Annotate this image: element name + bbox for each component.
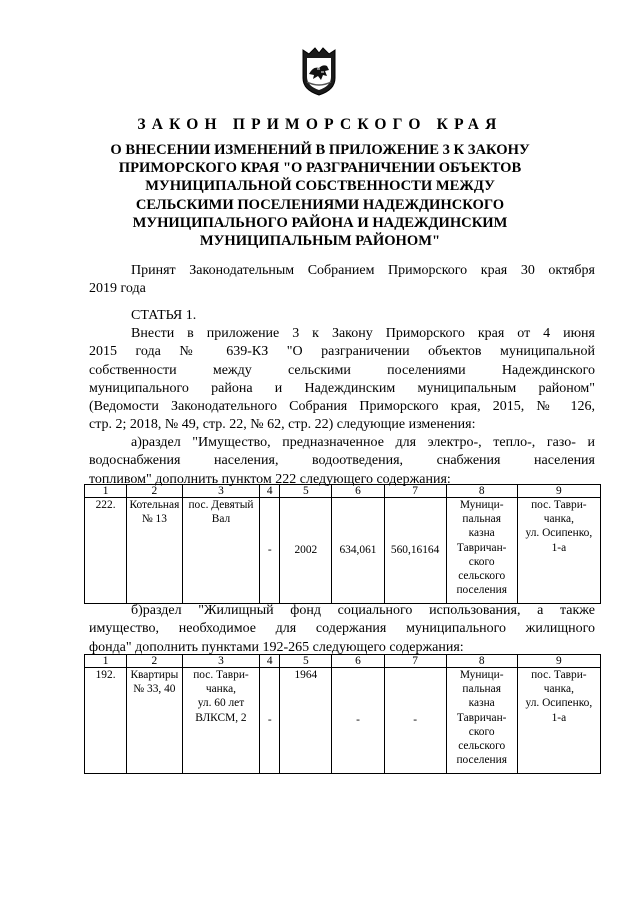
cell-col7: 560,16164: [384, 498, 446, 604]
table-row: [85, 498, 601, 604]
table-a: [84, 484, 601, 604]
header-cell: 7: [384, 485, 446, 498]
adoption-line: Принят Законодательным Собранием Приморского края 30 октября: [131, 263, 595, 278]
subtitle-line: СЕЛЬСКИМИ ПОСЕЛЕНИЯМИ НАДЕЖДИНСКОГО: [135, 196, 505, 213]
adoption-line: 2019 года: [89, 281, 146, 297]
header-cell: 8: [446, 485, 517, 498]
subtitle-line: ПРИМОРСКОГО КРАЯ "О РАЗГРАНИЧЕНИИ ОБЪЕКТОВ: [118, 160, 522, 177]
header-cell: 9: [517, 655, 600, 668]
header-cell: 5: [280, 485, 332, 498]
item-b-line: фонда" дополнить пунктами 192-265 следующего содержания:: [89, 639, 464, 655]
cell-col4: -: [260, 668, 280, 774]
header-cell: 4: [260, 485, 280, 498]
cell-name: Квартиры № 33, 40: [127, 668, 182, 774]
subtitle-line: О ВНЕСЕНИИ ИЗМЕНЕНИЙ В ПРИЛОЖЕНИЕ 3 К ЗАКОНУ: [110, 142, 530, 158]
header-cell: 1: [85, 485, 127, 498]
header-cell: 3: [182, 485, 260, 498]
cell-col4: -: [260, 498, 280, 604]
primorsky-krai-coat-of-arms-icon: [297, 44, 341, 96]
cell-col6: -: [332, 668, 384, 774]
cell-number: 222.: [85, 498, 127, 604]
cell-year: 1964: [280, 668, 332, 774]
article-line: собственности между сельскими поселениями Надеждинского: [89, 362, 595, 378]
cell-year: 2002: [280, 498, 332, 604]
article-body: [89, 325, 595, 435]
table-row: [85, 668, 601, 774]
header-cell: 7: [384, 655, 446, 668]
subtitle-line: МУНИЦИПАЛЬНОГО РАЙОНА И НАДЕЖДИНСКИМ: [132, 214, 508, 231]
article-heading-text: СТАТЬЯ 1.: [131, 308, 197, 323]
cell-col6: 634,061: [332, 498, 384, 604]
cell-name: Котельная № 13: [127, 498, 182, 604]
header-cell: 8: [446, 655, 517, 668]
item-a-line: водоснабжения населения, водоотведения, снабжения населения: [89, 453, 595, 469]
cell-owner-address: пос. Таври- чанка, ул. Осипенко, 1-а: [517, 498, 600, 604]
law-subtitle: [95, 141, 545, 250]
article-heading: [89, 307, 595, 325]
header-cell: 5: [280, 655, 332, 668]
header-cell: 4: [260, 655, 280, 668]
item-a-line: а)раздел "Имущество, предназначенное для электро-, тепло-, газо- и: [131, 435, 595, 450]
article-line: муниципального района и Надеждинским муниципальным районом": [89, 380, 595, 396]
header-cell: 3: [182, 655, 260, 668]
article-line: 2015 года № 639-КЗ "О разграничении объектов муниципальной: [89, 344, 595, 360]
cell-owner-address: пос. Таври- чанка, ул. Осипенко, 1-а: [517, 668, 600, 774]
item-b-line: имущество, необходимое для содержания муниципального жилищного: [89, 621, 595, 637]
article-line: Внести в приложение 3 к Закону Приморского края от 4 июня: [131, 326, 595, 341]
adoption-paragraph: [89, 262, 595, 299]
cell-address: пос. Девятый Вал: [182, 498, 260, 604]
cell-owner: Муници- пальная казна Тавричан- ского сельского поселения: [446, 668, 517, 774]
header-cell: 1: [85, 655, 127, 668]
item-b-line: б)раздел "Жилищный фонд социального использования, а также: [131, 603, 595, 618]
law-title: ЗАКОН ПРИМОРСКОГО КРАЯ: [137, 116, 503, 133]
item-a-paragraph: [89, 434, 595, 489]
subtitle-line: МУНИЦИПАЛЬНЫМ РАЙОНОМ": [199, 233, 441, 250]
table-header-row: [85, 655, 601, 668]
table-b: [84, 654, 601, 774]
table-header-row: [85, 485, 601, 498]
article-line: стр. 2; 2018, № 49, стр. 22, № 62, стр. 22) следующие изменения:: [89, 417, 476, 433]
item-b-paragraph: [89, 602, 595, 657]
item-a-line: топливом" дополнить пунктом 222 следующего содержания:: [89, 471, 451, 487]
article-line: (Ведомости Законодательного Собрания Приморского края, 2015, № 126,: [89, 399, 595, 415]
cell-number: 192.: [85, 668, 127, 774]
header-cell: 2: [127, 485, 182, 498]
header-cell: 9: [517, 485, 600, 498]
cell-address: пос. Таври- чанка, ул. 60 лет ВЛКСМ, 2: [182, 668, 260, 774]
header-cell: 6: [332, 485, 384, 498]
header-cell: 6: [332, 655, 384, 668]
header-cell: 2: [127, 655, 182, 668]
subtitle-line: МУНИЦИПАЛЬНОЙ СОБСТВЕННОСТИ МЕЖДУ: [145, 178, 495, 195]
cell-owner: Муници- пальная казна Тавричан- ского сельского поселения: [446, 498, 517, 604]
cell-col7: -: [384, 668, 446, 774]
